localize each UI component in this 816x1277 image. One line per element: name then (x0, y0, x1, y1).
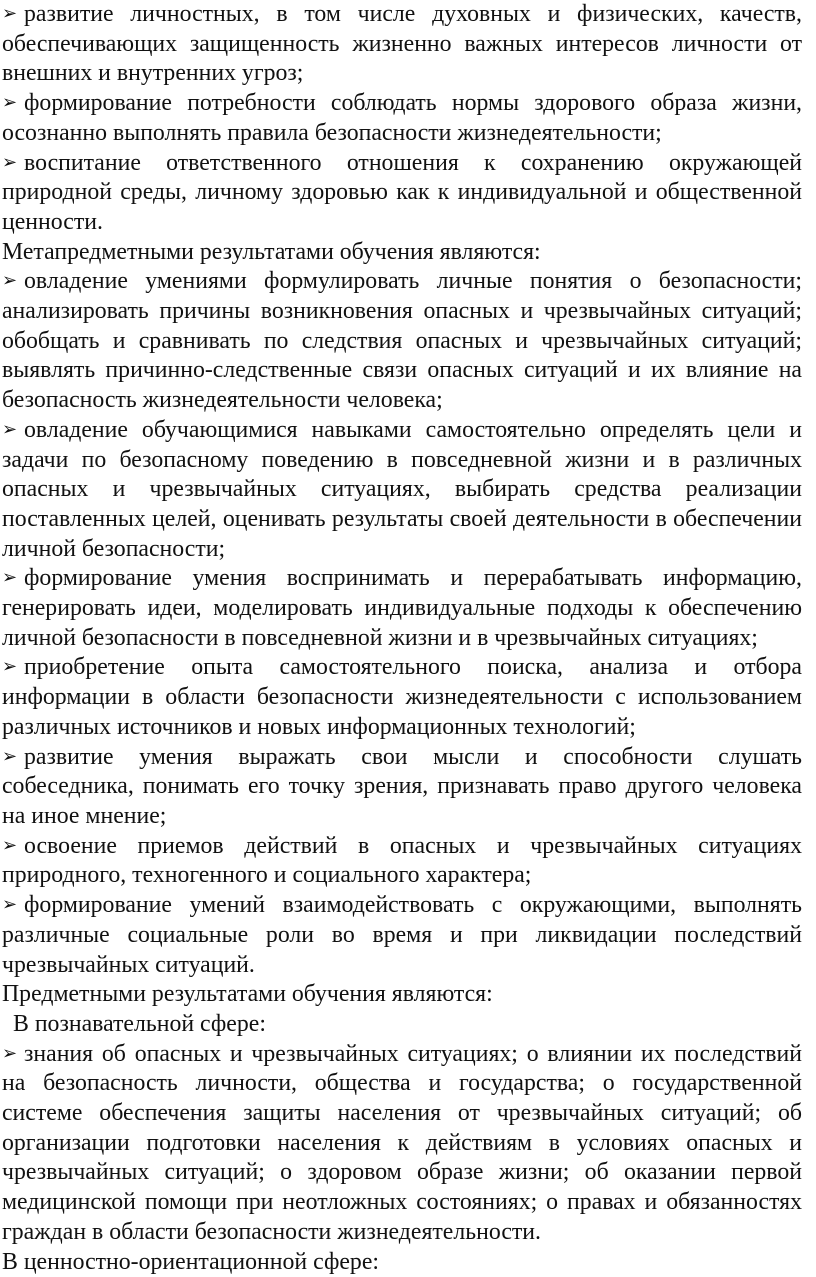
arrow-bullet-icon: ➢ (2, 656, 18, 678)
arrow-bullet-icon: ➢ (2, 1042, 18, 1064)
arrow-bullet-icon: ➢ (2, 567, 18, 589)
section-heading-metasubject: Метапредметными результатами обучения являются: (2, 238, 541, 265)
bullet-text: формирование умений взаимодействовать с окружающими, выполнять различные социальные роли во время и при ликвидации последствий чрезвычайных ситуаций. (2, 892, 802, 978)
bullet-text: формирование потребности соблюдать нормы здорового образа жизни, осознанно выполнять правила безопасности жизнедеятельности; (2, 90, 802, 146)
arrow-bullet-icon: ➢ (2, 151, 18, 173)
bullet-item (2, 653, 802, 742)
bullet-item (2, 267, 802, 416)
section-heading-subject: Предметными результатами обучения являются: (2, 981, 493, 1008)
arrow-bullet-icon: ➢ (2, 418, 18, 440)
arrow-bullet-icon: ➢ (2, 92, 18, 114)
arrow-bullet-icon: ➢ (2, 745, 18, 767)
bullet-text: освоение приемов действий в опасных и чрезвычайных ситуациях природного, техногенного и социального характера; (2, 832, 802, 889)
bullet-text: развитие умения выражать свои мысли и способности слушать собеседника, понимать его точку зрения, признавать право другого человека на иное мнение; (2, 743, 802, 829)
bullet-text: овладение умениями формулировать личные понятия о безопасности; анализировать причины возникновения опасных и чрезвычайных ситуаций; обобщать и сравнивать по следствия опасных и чрезвычайных ситуаций; выявлять причинно-следственные связи опасных ситуаций и их влияние на безопасность жизнедеятельности человека; (2, 268, 802, 414)
bullet-item (2, 149, 802, 238)
arrow-bullet-icon: ➢ (2, 3, 18, 24)
bullet-item (2, 416, 802, 565)
arrow-bullet-icon: ➢ (2, 834, 18, 856)
bullet-text: воспитание ответственного отношения к сохранению окружающей природной среды, личному здоровью как к индивидуальной и общественной ценности. (2, 149, 802, 235)
bullet-item (2, 89, 802, 148)
bullet-text: овладение обучающимися навыками самостоятельно определять цели и задачи по безопасному поведению в повседневной жизни и в различных опасных и чрезвычайных ситуациях, выбирать средства реализации поставленных целей, оценивать результаты своей деятельности в обеспечении личной безопасности; (2, 416, 802, 562)
subsection-heading-values: В ценностно-ориентационной сфере: (2, 1248, 380, 1275)
bullet-text: приобретение опыта самостоятельного поиска, анализа и отбора информации в области безопасности жизнедеятельности с использованием различных источников и новых информационных технологий; (2, 654, 802, 740)
subsection-heading-cognitive: В познавательной сфере: (13, 1010, 266, 1037)
bullet-item (2, 743, 802, 832)
bullet-text: знания об опасных и чрезвычайных ситуациях; о влиянии их последствий на безопасность личности, общества и государства; о государственной системе обеспечения защиты населения от чрезвычайных ситуаций; об организации подготовки населения к действиям в условиях опасных и чрезвычайных ситуаций; о здоровом образе жизни; об оказании первой медицинской помощи при неотложных состояниях; о правах и обязанностях граждан в области безопасности жизнедеятельности. (2, 1040, 802, 1245)
bullet-text: развитие личностных, в том числе духовных и физических, качеств, обеспечивающих защищенность жизненно важных интересов личности от внешних и внутренних угроз; (2, 1, 802, 87)
bullet-item (2, 564, 802, 653)
bullet-item (2, 1040, 802, 1248)
bullet-text: формирование умения воспринимать и перерабатывать информацию, генерировать идеи, моделировать индивидуальные подходы к обеспечению личной безопасности в повседневной жизни и в чрезвычайных ситуациях; (2, 565, 802, 651)
bullet-item (2, 891, 802, 980)
bullet-item (2, 0, 802, 89)
bullet-item (2, 832, 802, 891)
arrow-bullet-icon: ➢ (2, 894, 18, 916)
arrow-bullet-icon: ➢ (2, 270, 18, 292)
